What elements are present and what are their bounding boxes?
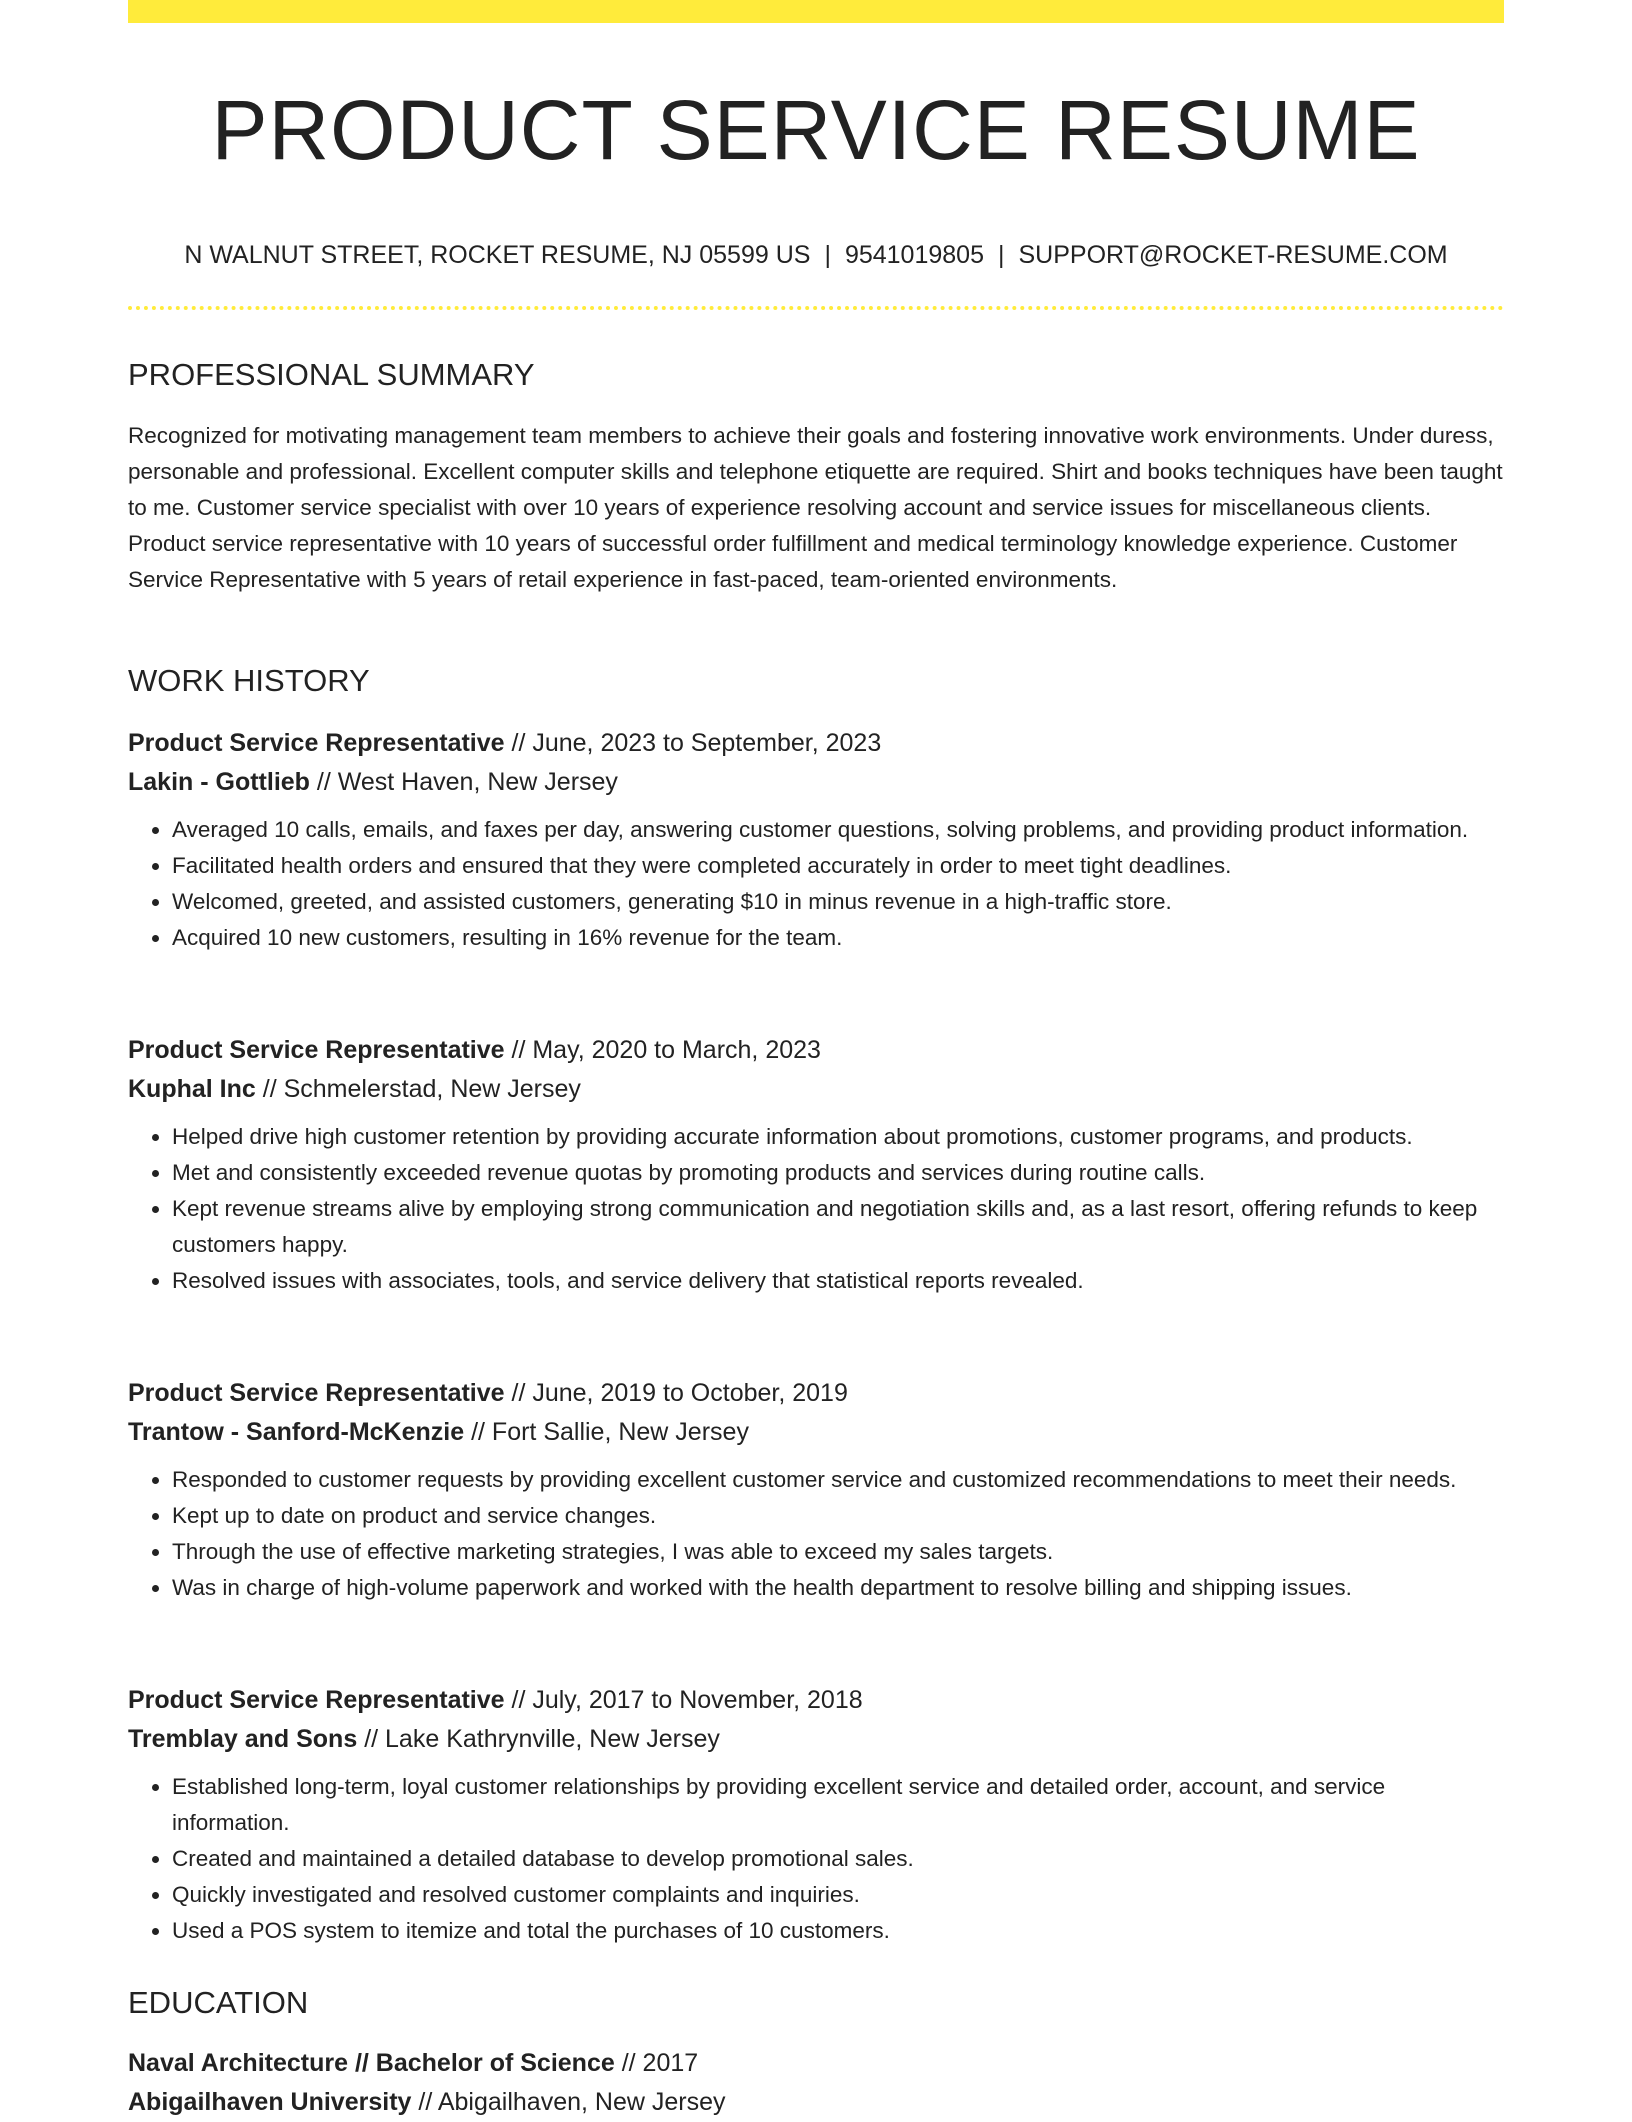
job-company: Tremblay and Sons [128,1725,358,1753]
job-bullet: • Established long-term, loyal customer relationships by providing excellent service and detailed order, account, and service information. [172,1769,1504,1841]
job-title-line [128,1031,1504,1070]
job-company-line [128,763,1504,802]
job-location: // Lake Kathrynville, New Jersey [357,1725,720,1753]
education-year: // 2017 [614,2049,699,2077]
separator: | [824,241,831,269]
education-degree: Naval Architecture // Bachelor of Science [128,2049,615,2077]
job-dates: // June, 2019 to October, 2019 [504,1379,848,1407]
summary-heading: PROFESSIONAL SUMMARY [128,357,535,392]
phone: 9541019805 [844,241,984,269]
job-bullet: • Kept revenue streams alive by employing strong communication and negotiation skills and, as a last resort, offering refunds to keep customers happy. [172,1191,1504,1263]
address: N WALNUT STREET, ROCKET RESUME, NJ 05599 US [184,241,811,269]
job-bullet: • Acquired 10 new customers, resulting in 16% revenue for the team. [172,920,1504,956]
job-title-line [128,1374,1504,1413]
job-bullets [128,1769,1504,1949]
dotted-divider [128,306,1504,310]
job-bullet: • Quickly investigated and resolved customer complaints and inquiries. [172,1877,1504,1913]
job-bullet: • Created and maintained a detailed database to develop promotional sales. [172,1841,1504,1877]
job-company-line [128,1720,1504,1759]
job-entry [128,724,1504,956]
work-history-heading: WORK HISTORY [128,663,370,698]
job-title: Product Service Representative [128,729,505,757]
job-company: Trantow - Sanford-McKenzie [128,1418,465,1446]
job-bullet: • Responded to customer requests by providing excellent customer service and customized recommendations to meet their needs. [172,1462,1504,1498]
education-entry [128,2044,1504,2122]
job-location: // Schmelerstad, New Jersey [255,1075,581,1103]
job-title-line [128,724,1504,763]
job-bullet: • Welcomed, greeted, and assisted customers, generating $10 in minus revenue in a high-traffic store. [172,884,1504,920]
job-dates: // July, 2017 to November, 2018 [504,1686,863,1714]
contact-line [128,238,1504,272]
job-bullets [128,812,1504,956]
job-bullets [128,1462,1504,1606]
education-heading: EDUCATION [128,1985,309,2020]
job-bullet: • Averaged 10 calls, emails, and faxes per day, answering customer questions, solving problems, and providing product information. [172,812,1504,848]
job-entry [128,1031,1504,1299]
job-entry [128,1681,1504,1949]
resume-page [128,0,1504,2116]
separator: | [997,241,1005,269]
summary-text: Recognized for motivating management team members to achieve their goals and fostering innovative work environments. Under duress, personable and professional. Excellent computer skills and telephone etiquette are required. Shirt and books techniques have been taught to me. Customer service specialist with over 10 years of experience resolving account and service issues for miscellaneous clients. Product service representative with 10 years of successful order fulfillment and medical terminology knowledge experience. Customer Service Representative with 5 years of retail experience in fast-paced, team-oriented environments. [128,423,1503,592]
job-company: Kuphal Inc [128,1075,256,1103]
job-bullet: • Resolved issues with associates, tools, and service delivery that statistical reports revealed. [172,1263,1504,1299]
job-company-line [128,1413,1504,1452]
email: SUPPORT@ROCKET-RESUME.COM [1018,241,1448,269]
job-entry [128,1374,1504,1606]
education-location: // Abigailhaven, New Jersey [411,2088,726,2116]
education-school: Abigailhaven University [128,2088,412,2116]
job-bullet: • Facilitated health orders and ensured that they were completed accurately in order to meet tight deadlines. [172,848,1504,884]
job-dates: // June, 2023 to September, 2023 [504,729,882,757]
job-bullet: • Kept up to date on product and service changes. [172,1498,1504,1534]
job-title: Product Service Representative [128,1379,505,1407]
job-dates: // May, 2020 to March, 2023 [504,1036,821,1064]
job-bullets [128,1119,1504,1299]
accent-top-bar [128,0,1504,23]
job-bullet: • Was in charge of high-volume paperwork and worked with the health department to resolve billing and shipping issues. [172,1570,1504,1606]
page-title: PRODUCT SERVICE RESUME [211,83,1421,177]
job-bullet: • Used a POS system to itemize and total the purchases of 10 customers. [172,1913,1504,1949]
job-bullet: • Helped drive high customer retention by providing accurate information about promotions, customer programs, and products. [172,1119,1504,1155]
job-title: Product Service Representative [128,1686,505,1714]
job-company-line [128,1070,1504,1109]
job-location: // West Haven, New Jersey [309,768,618,796]
job-bullet: • Met and consistently exceeded revenue quotas by promoting products and services during routine calls. [172,1155,1504,1191]
job-title: Product Service Representative [128,1036,505,1064]
job-company: Lakin - Gottlieb [128,768,310,796]
education-school-line [128,2083,1504,2122]
job-location: // Fort Sallie, New Jersey [464,1418,749,1446]
job-title-line [128,1681,1504,1720]
job-bullet: • Through the use of effective marketing strategies, I was able to exceed my sales targets. [172,1534,1504,1570]
education-degree-line [128,2044,1504,2083]
